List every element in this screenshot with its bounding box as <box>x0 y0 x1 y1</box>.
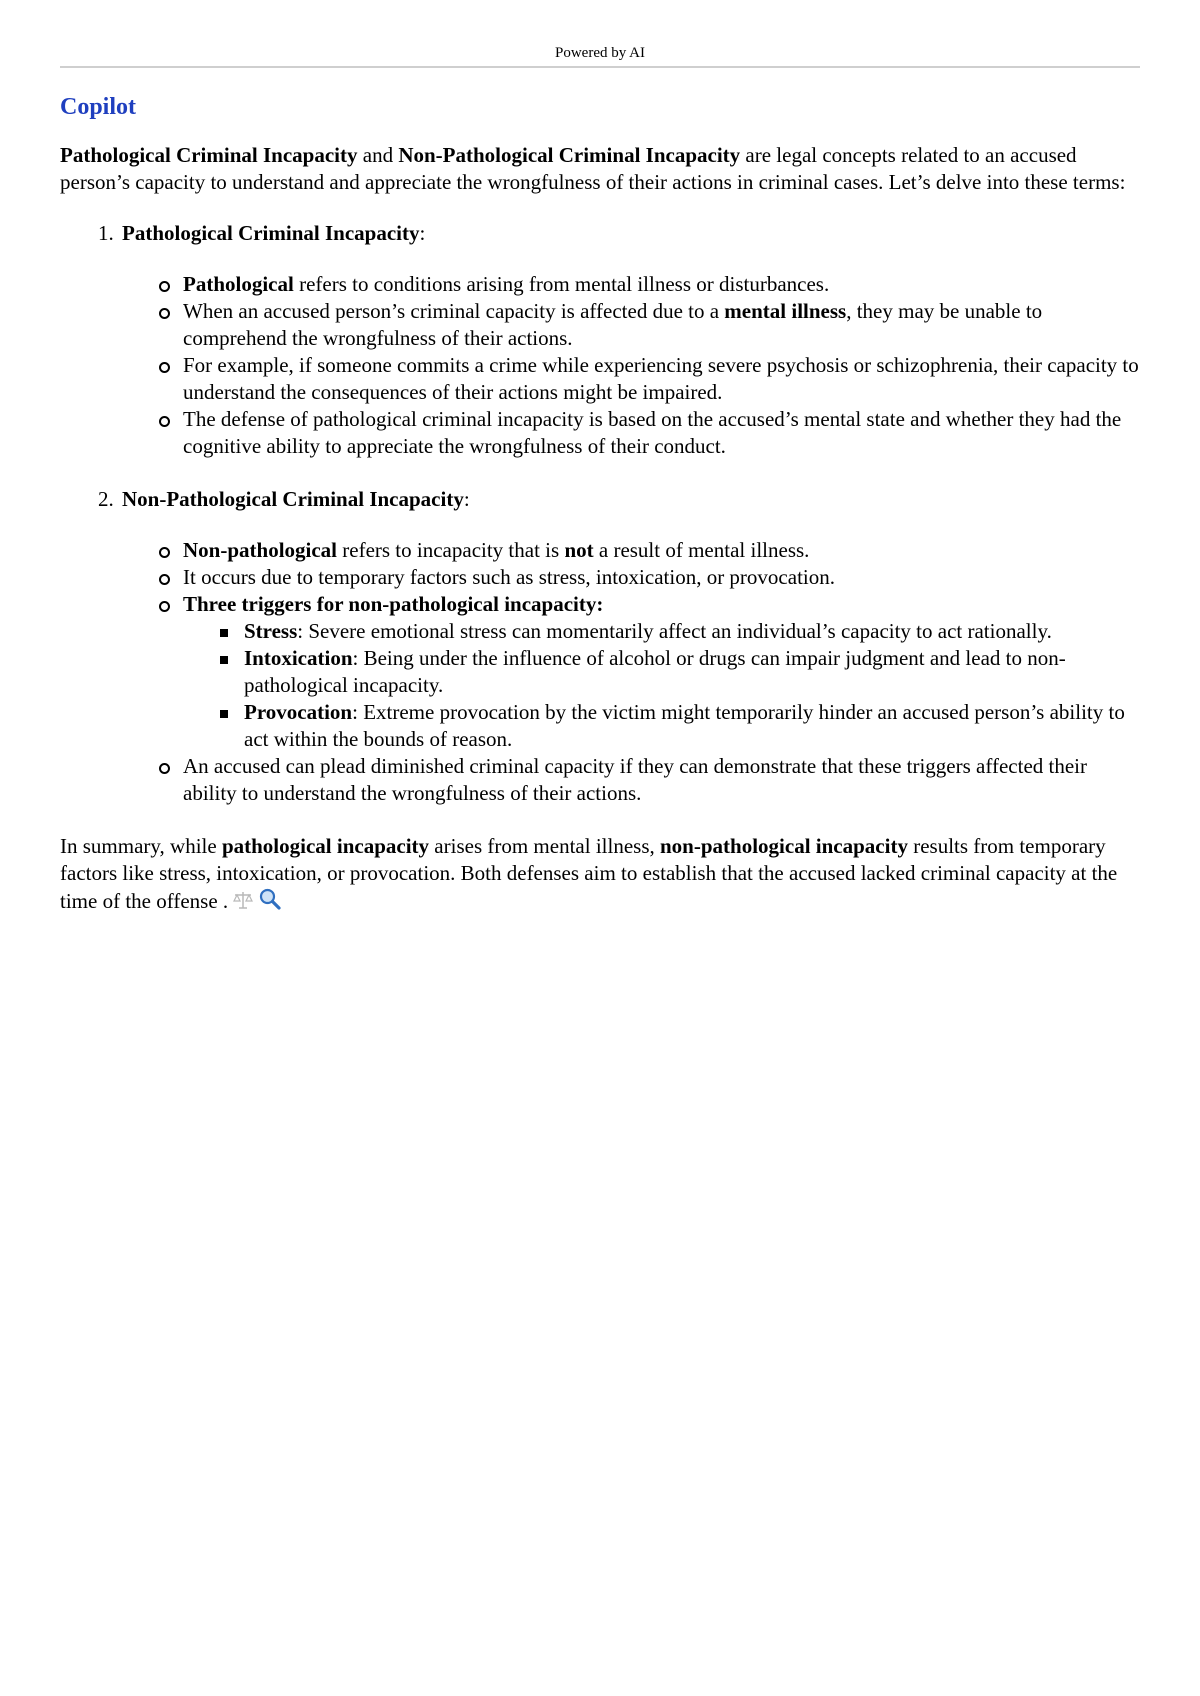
point-text: a result of mental illness. <box>593 538 810 562</box>
section-number: 1. <box>98 221 114 245</box>
scales-icon <box>232 889 254 918</box>
summary-bold: non-pathological incapacity <box>660 834 908 858</box>
summary-pre: In summary, while <box>60 834 222 858</box>
trigger-provocation <box>244 699 1140 753</box>
intro-paragraph <box>60 142 1140 196</box>
list-item <box>183 564 1140 591</box>
section-heading-colon: : <box>419 221 426 245</box>
point-bold: Pathological <box>183 272 294 296</box>
trigger-text: : Extreme provocation by the victim might temporarily hinder an accused person’s ability to act within the bounds of reason. <box>244 700 1125 751</box>
summary-paragraph <box>60 833 1140 918</box>
point-text: refers to conditions arising from mental illness or disturbances. <box>293 272 830 296</box>
running-header: Powered by AI <box>60 0 1140 68</box>
trigger-name: Intoxication <box>244 646 353 670</box>
section-heading <box>98 486 1140 513</box>
summary-rest: results from temporary factors like stress, intoxication, or provocation. Both defenses aim to establish that the accused lacked criminal capacity at the time of the offense . <box>60 834 1118 913</box>
point-bold: Three triggers for non-pathological incapacity <box>183 592 597 616</box>
point-text: : <box>596 592 604 616</box>
trigger-stress <box>244 618 1140 645</box>
point-bold: mental illness <box>724 299 847 323</box>
trigger-text: : Severe emotional stress can momentarily affect an individual’s capacity to act rationally. <box>297 619 1052 643</box>
point-text: An accused can plead diminished criminal capacity if they can demonstrate that these triggers affected their ability to understand the wrongfulness of their actions. <box>183 754 1087 805</box>
point-bold: not <box>564 538 594 562</box>
section-heading <box>98 220 1140 247</box>
list-item <box>183 298 1140 352</box>
point-text: The defense of pathological criminal incapacity is based on the accused’s mental state and whether they had the cognitive ability to appreciate the wrongfulness of their conduct. <box>183 407 1122 458</box>
point-text: For example, if someone commits a crime while experiencing severe psychosis or schizophrenia, their capacity to understand the consequences of their actions might be impaired. <box>183 353 1139 404</box>
point-pre: refers to incapacity that is <box>337 538 565 562</box>
sections-list <box>60 220 1140 807</box>
trigger-intoxication <box>244 645 1140 699</box>
section-heading-text: Pathological Criminal Incapacity <box>122 221 420 245</box>
summary-mid: arises from mental illness, <box>429 834 660 858</box>
list-item <box>183 352 1140 406</box>
summary-bold: pathological incapacity <box>221 834 430 858</box>
page-title: Copilot <box>60 94 137 120</box>
section-number: 2. <box>98 487 114 511</box>
trigger-name: Provocation <box>244 700 353 724</box>
list-item <box>183 591 1140 753</box>
section-points <box>122 537 1140 807</box>
intro-term-1: Pathological Criminal Incapacity <box>60 143 358 167</box>
list-item <box>183 406 1140 460</box>
trigger-text: : Being under the influence of alcohol or drugs can impair judgment and lead to non-pathological incapacity. <box>244 646 1066 697</box>
triggers-list <box>183 618 1140 753</box>
section-heading-text: Non-Pathological Criminal Incapacity <box>122 487 464 511</box>
trigger-name: Stress <box>244 619 298 643</box>
point-text: , they may be unable to comprehend the wrongfulness of their actions. <box>183 299 1043 350</box>
magnifier-icon <box>258 887 282 918</box>
point-text: It occurs due to temporary factors such as stress, intoxication, or provocation. <box>183 565 835 589</box>
list-item <box>183 753 1140 807</box>
point-pre: When an accused person’s criminal capacity is affected due to a <box>183 299 725 323</box>
point-bold: Non-pathological <box>183 538 338 562</box>
section-points <box>122 271 1140 460</box>
intro-rest: are legal concepts related to an accused person’s capacity to understand and appreciate the wrongfulness of their actions in criminal cases. Let’s delve into these terms: <box>60 143 1126 194</box>
intro-term-2: Non-Pathological Criminal Incapacity <box>398 143 741 167</box>
list-item <box>183 271 1140 298</box>
section-non-pathological <box>98 486 1140 807</box>
list-item <box>183 537 1140 564</box>
section-heading-colon: : <box>463 487 470 511</box>
intro-and: and <box>357 143 399 167</box>
section-pathological <box>98 220 1140 460</box>
